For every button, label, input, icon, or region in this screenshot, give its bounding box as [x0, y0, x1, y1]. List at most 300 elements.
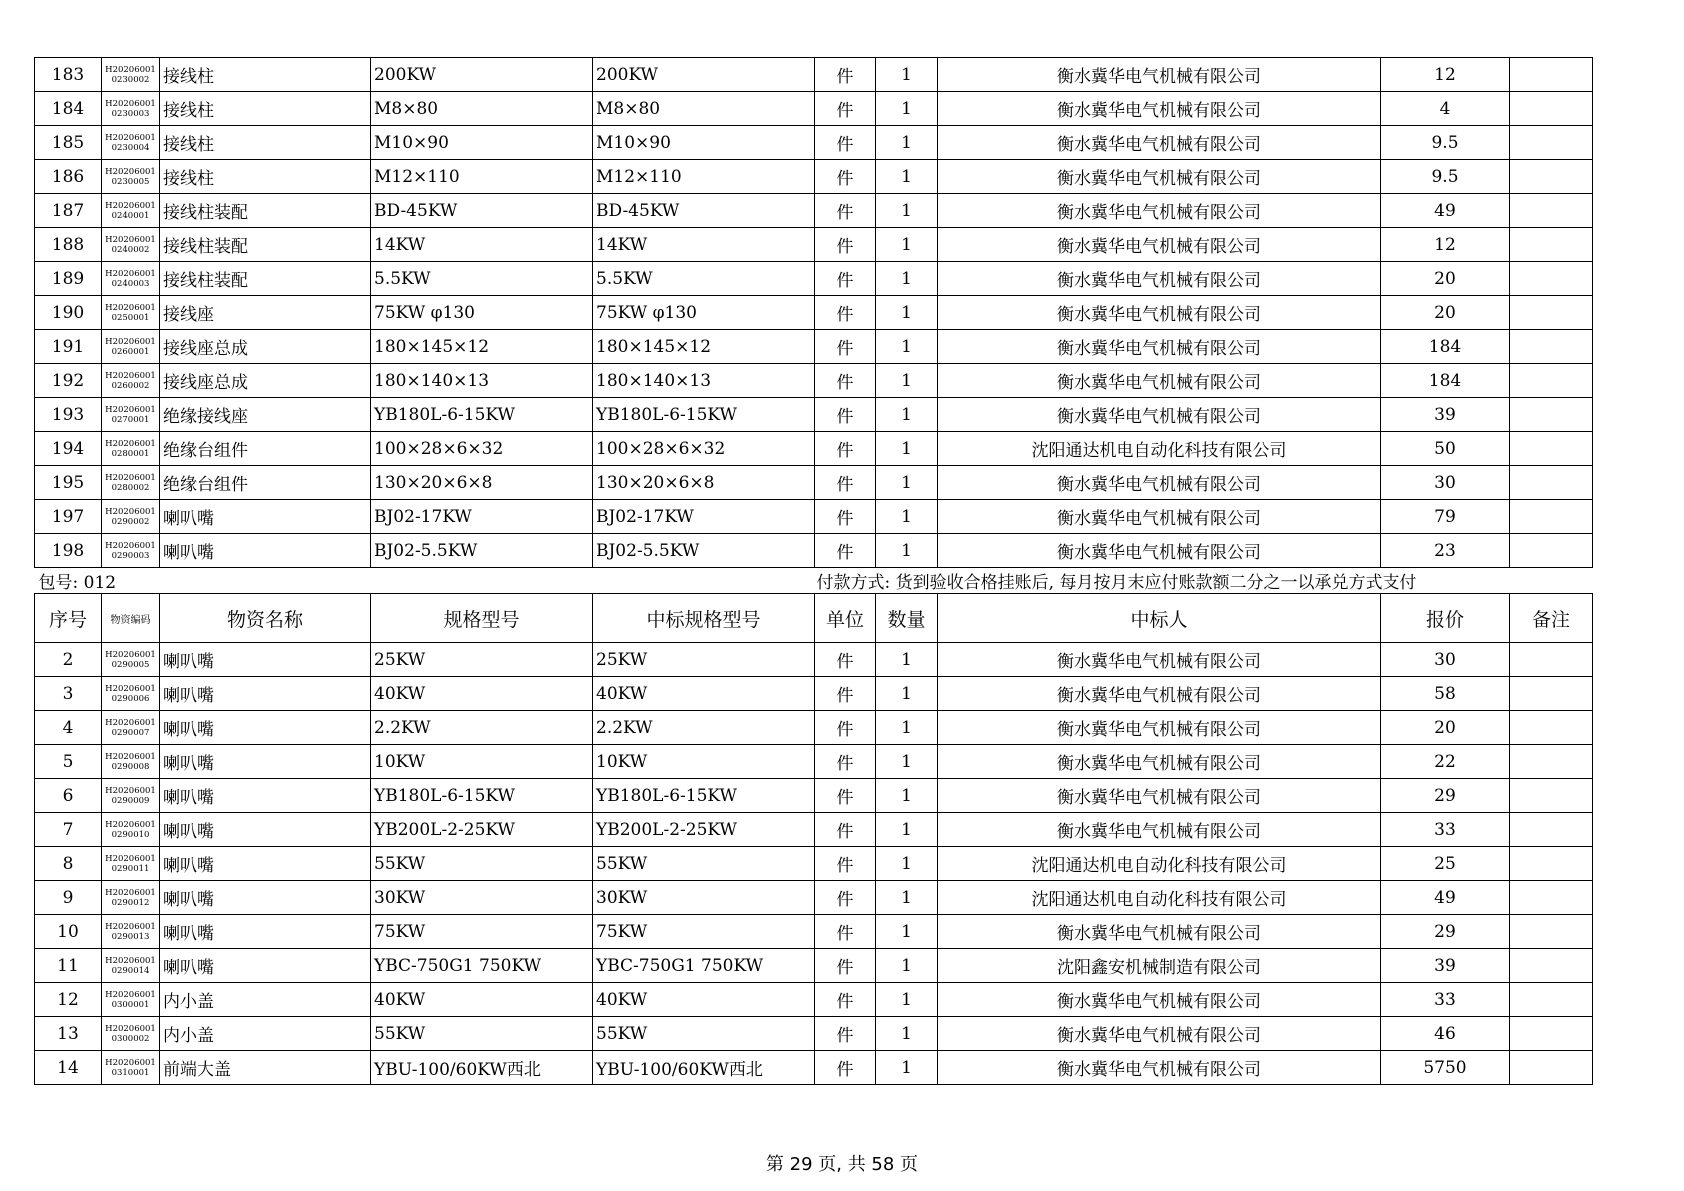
row-name: 喇叭嘴 — [160, 711, 371, 745]
row-code-part2: 0240001 — [111, 210, 150, 221]
row-bid-spec: 180×145×12 — [593, 330, 815, 364]
table-row — [35, 432, 1593, 466]
row-name: 接线柱装配 — [160, 262, 371, 296]
row-bid-spec: YBC-750G1 750KW — [593, 949, 815, 983]
row-bid-spec: BJ02-17KW — [593, 500, 815, 534]
row-spec: 40KW — [371, 677, 593, 711]
row-bid-spec: 180×140×13 — [593, 364, 815, 398]
row-qty: 1 — [876, 745, 938, 779]
row-note — [1510, 745, 1593, 779]
row-seq: 197 — [35, 500, 102, 534]
row-unit: 件 — [815, 262, 876, 296]
row-code — [102, 296, 160, 330]
row-seq: 184 — [35, 92, 102, 126]
row-note — [1510, 949, 1593, 983]
top-rows — [35, 58, 1593, 568]
row-winner: 沈阳通达机电自动化科技有限公司 — [938, 847, 1381, 881]
row-price: 29 — [1381, 915, 1510, 949]
table-row — [35, 500, 1593, 534]
row-seq: 2 — [35, 643, 102, 677]
row-code-part1: H20206001 — [105, 166, 156, 177]
row-code-part2: 0230005 — [111, 176, 150, 187]
row-code — [102, 126, 160, 160]
row-name: 前端大盖 — [160, 1051, 371, 1085]
row-winner: 衡水冀华电气机械有限公司 — [938, 92, 1381, 126]
row-code-part2: 0290006 — [111, 693, 150, 704]
row-bid-spec: 2.2KW — [593, 711, 815, 745]
row-bid-spec: 100×28×6×32 — [593, 432, 815, 466]
row-unit: 件 — [815, 711, 876, 745]
row-note — [1510, 983, 1593, 1017]
row-unit: 件 — [815, 983, 876, 1017]
row-winner: 衡水冀华电气机械有限公司 — [938, 296, 1381, 330]
row-spec: YB200L-2-25KW — [371, 813, 593, 847]
row-price: 9.5 — [1381, 160, 1510, 194]
row-winner: 衡水冀华电气机械有限公司 — [938, 398, 1381, 432]
row-name: 接线柱 — [160, 58, 371, 92]
row-winner: 衡水冀华电气机械有限公司 — [938, 813, 1381, 847]
row-seq: 186 — [35, 160, 102, 194]
header-price: 报价 — [1381, 594, 1510, 643]
row-spec: 14KW — [371, 228, 593, 262]
row-code-part2: 0290008 — [111, 761, 150, 772]
header-bid-spec: 中标规格型号 — [593, 594, 815, 643]
row-code — [102, 643, 160, 677]
row-winner: 衡水冀华电气机械有限公司 — [938, 126, 1381, 160]
row-note — [1510, 262, 1593, 296]
row-code — [102, 534, 160, 568]
row-code-part1: H20206001 — [105, 540, 156, 551]
table-row — [35, 228, 1593, 262]
row-seq: 5 — [35, 745, 102, 779]
row-code-part1: H20206001 — [105, 785, 156, 796]
row-qty: 1 — [876, 398, 938, 432]
table-row — [35, 949, 1593, 983]
row-name: 喇叭嘴 — [160, 643, 371, 677]
row-winner: 衡水冀华电气机械有限公司 — [938, 500, 1381, 534]
row-spec: 75KW φ130 — [371, 296, 593, 330]
row-note — [1510, 881, 1593, 915]
row-unit: 件 — [815, 847, 876, 881]
table-row — [35, 364, 1593, 398]
table-row — [35, 534, 1593, 568]
row-unit: 件 — [815, 813, 876, 847]
row-name: 接线座 — [160, 296, 371, 330]
row-note — [1510, 228, 1593, 262]
row-note — [1510, 398, 1593, 432]
row-price: 12 — [1381, 228, 1510, 262]
row-spec: 180×140×13 — [371, 364, 593, 398]
row-unit: 件 — [815, 398, 876, 432]
row-bid-spec: 75KW φ130 — [593, 296, 815, 330]
table-row — [35, 643, 1593, 677]
row-bid-spec: M10×90 — [593, 126, 815, 160]
row-qty: 1 — [876, 711, 938, 745]
row-winner: 沈阳鑫安机械制造有限公司 — [938, 949, 1381, 983]
row-qty: 1 — [876, 58, 938, 92]
row-code-part2: 0290009 — [111, 795, 150, 806]
row-spec: 40KW — [371, 983, 593, 1017]
row-code-part1: H20206001 — [105, 921, 156, 932]
row-seq: 7 — [35, 813, 102, 847]
row-winner: 衡水冀华电气机械有限公司 — [938, 364, 1381, 398]
row-winner: 沈阳通达机电自动化科技有限公司 — [938, 881, 1381, 915]
row-code-part1: H20206001 — [105, 1023, 156, 1034]
header-spec: 规格型号 — [371, 594, 593, 643]
row-seq: 12 — [35, 983, 102, 1017]
row-code-part2: 0240002 — [111, 244, 150, 255]
row-code — [102, 1017, 160, 1051]
row-code-part2: 0300002 — [111, 1033, 150, 1044]
row-qty: 1 — [876, 160, 938, 194]
row-price: 39 — [1381, 949, 1510, 983]
row-unit: 件 — [815, 779, 876, 813]
row-unit: 件 — [815, 330, 876, 364]
row-name: 内小盖 — [160, 983, 371, 1017]
row-winner: 衡水冀华电气机械有限公司 — [938, 228, 1381, 262]
row-code — [102, 398, 160, 432]
row-name: 接线座总成 — [160, 330, 371, 364]
row-name: 喇叭嘴 — [160, 500, 371, 534]
row-code-part1: H20206001 — [105, 302, 156, 313]
row-seq: 183 — [35, 58, 102, 92]
row-code-part2: 0300001 — [111, 999, 150, 1010]
row-spec: 130×20×6×8 — [371, 466, 593, 500]
row-unit: 件 — [815, 881, 876, 915]
row-name: 接线柱装配 — [160, 194, 371, 228]
row-winner: 衡水冀华电气机械有限公司 — [938, 983, 1381, 1017]
header-seq: 序号 — [35, 594, 102, 643]
row-bid-spec: 75KW — [593, 915, 815, 949]
row-bid-spec: 30KW — [593, 881, 815, 915]
row-code-part1: H20206001 — [105, 649, 156, 660]
row-bid-spec: 200KW — [593, 58, 815, 92]
row-spec: 180×145×12 — [371, 330, 593, 364]
table-row — [35, 813, 1593, 847]
row-price: 33 — [1381, 813, 1510, 847]
row-note — [1510, 677, 1593, 711]
row-price: 30 — [1381, 643, 1510, 677]
row-qty: 1 — [876, 949, 938, 983]
row-winner: 衡水冀华电气机械有限公司 — [938, 745, 1381, 779]
row-spec: YB180L-6-15KW — [371, 398, 593, 432]
row-spec: 30KW — [371, 881, 593, 915]
row-price: 33 — [1381, 983, 1510, 1017]
row-bid-spec: 5.5KW — [593, 262, 815, 296]
row-spec: BJ02-17KW — [371, 500, 593, 534]
table-row — [35, 296, 1593, 330]
header-note: 备注 — [1510, 594, 1593, 643]
row-code-part2: 0230003 — [111, 108, 150, 119]
row-code — [102, 330, 160, 364]
row-winner: 衡水冀华电气机械有限公司 — [938, 1017, 1381, 1051]
row-bid-spec: BD-45KW — [593, 194, 815, 228]
row-spec: 10KW — [371, 745, 593, 779]
row-name: 喇叭嘴 — [160, 847, 371, 881]
row-name: 喇叭嘴 — [160, 745, 371, 779]
row-code — [102, 813, 160, 847]
row-qty: 1 — [876, 915, 938, 949]
row-price: 49 — [1381, 881, 1510, 915]
row-code — [102, 779, 160, 813]
row-code-part1: H20206001 — [105, 234, 156, 245]
row-spec: YB180L-6-15KW — [371, 779, 593, 813]
row-qty: 1 — [876, 534, 938, 568]
row-code — [102, 262, 160, 296]
row-unit: 件 — [815, 534, 876, 568]
row-seq: 3 — [35, 677, 102, 711]
row-code-part1: H20206001 — [105, 717, 156, 728]
row-spec: 5.5KW — [371, 262, 593, 296]
row-name: 喇叭嘴 — [160, 813, 371, 847]
row-note — [1510, 330, 1593, 364]
row-note — [1510, 126, 1593, 160]
row-spec: 55KW — [371, 1017, 593, 1051]
row-unit: 件 — [815, 915, 876, 949]
row-qty: 1 — [876, 432, 938, 466]
row-price: 46 — [1381, 1017, 1510, 1051]
table-row — [35, 677, 1593, 711]
row-qty: 1 — [876, 126, 938, 160]
row-qty: 1 — [876, 983, 938, 1017]
row-code-part1: H20206001 — [105, 268, 156, 279]
row-winner: 衡水冀华电气机械有限公司 — [938, 534, 1381, 568]
row-qty: 1 — [876, 643, 938, 677]
row-bid-spec: 40KW — [593, 677, 815, 711]
bottom-rows — [35, 643, 1593, 1085]
row-code-part1: H20206001 — [105, 955, 156, 966]
row-code — [102, 677, 160, 711]
row-bid-spec: 130×20×6×8 — [593, 466, 815, 500]
row-price: 30 — [1381, 466, 1510, 500]
row-bid-spec: 10KW — [593, 745, 815, 779]
table-row — [35, 779, 1593, 813]
row-seq: 188 — [35, 228, 102, 262]
table-row — [35, 126, 1593, 160]
row-seq: 10 — [35, 915, 102, 949]
table-row — [35, 194, 1593, 228]
row-code-part1: H20206001 — [105, 751, 156, 762]
row-code — [102, 983, 160, 1017]
table-row — [35, 745, 1593, 779]
row-spec: 2.2KW — [371, 711, 593, 745]
row-price: 22 — [1381, 745, 1510, 779]
row-name: 喇叭嘴 — [160, 677, 371, 711]
row-winner: 衡水冀华电气机械有限公司 — [938, 194, 1381, 228]
row-note — [1510, 643, 1593, 677]
row-winner: 衡水冀华电气机械有限公司 — [938, 262, 1381, 296]
row-bid-spec: YBU-100/60KW西北 — [593, 1051, 815, 1085]
row-winner: 衡水冀华电气机械有限公司 — [938, 711, 1381, 745]
row-note — [1510, 847, 1593, 881]
bid-table — [34, 57, 1593, 1085]
row-bid-spec: 55KW — [593, 1017, 815, 1051]
row-code — [102, 92, 160, 126]
row-code-part2: 0250001 — [111, 312, 150, 323]
row-note — [1510, 58, 1593, 92]
row-code-part1: H20206001 — [105, 64, 156, 75]
row-code-part2: 0270001 — [111, 414, 150, 425]
row-unit: 件 — [815, 92, 876, 126]
row-note — [1510, 364, 1593, 398]
row-unit: 件 — [815, 160, 876, 194]
row-code-part1: H20206001 — [105, 132, 156, 143]
row-code-part1: H20206001 — [105, 404, 156, 415]
row-note — [1510, 432, 1593, 466]
row-name: 喇叭嘴 — [160, 949, 371, 983]
row-bid-spec: 14KW — [593, 228, 815, 262]
row-code — [102, 881, 160, 915]
row-note — [1510, 915, 1593, 949]
row-seq: 194 — [35, 432, 102, 466]
row-code-part2: 0290014 — [111, 965, 150, 976]
row-code — [102, 466, 160, 500]
header-name: 物资名称 — [160, 594, 371, 643]
row-qty: 1 — [876, 1017, 938, 1051]
row-code-part2: 0280002 — [111, 482, 150, 493]
row-spec: 55KW — [371, 847, 593, 881]
row-bid-spec: YB200L-2-25KW — [593, 813, 815, 847]
row-code-part1: H20206001 — [105, 472, 156, 483]
row-code-part2: 0290013 — [111, 931, 150, 942]
row-price: 23 — [1381, 534, 1510, 568]
row-name: 喇叭嘴 — [160, 915, 371, 949]
table-row — [35, 262, 1593, 296]
row-note — [1510, 296, 1593, 330]
row-name: 绝缘台组件 — [160, 432, 371, 466]
row-note — [1510, 1051, 1593, 1085]
row-code-part1: H20206001 — [105, 989, 156, 1000]
table-row — [35, 881, 1593, 915]
row-spec: BJ02-5.5KW — [371, 534, 593, 568]
row-unit: 件 — [815, 432, 876, 466]
row-code-part2: 0260001 — [111, 346, 150, 357]
row-code-part2: 0290003 — [111, 550, 150, 561]
row-code-part1: H20206001 — [105, 98, 156, 109]
row-price: 12 — [1381, 58, 1510, 92]
row-price: 20 — [1381, 711, 1510, 745]
row-code-part2: 0260002 — [111, 380, 150, 391]
row-unit: 件 — [815, 745, 876, 779]
row-unit: 件 — [815, 949, 876, 983]
row-seq: 13 — [35, 1017, 102, 1051]
row-spec: 75KW — [371, 915, 593, 949]
row-name: 喇叭嘴 — [160, 534, 371, 568]
row-unit: 件 — [815, 296, 876, 330]
table-row — [35, 92, 1593, 126]
table-row — [35, 983, 1593, 1017]
row-code-part1: H20206001 — [105, 336, 156, 347]
header-code: 物资编码 — [102, 594, 160, 643]
row-bid-spec: BJ02-5.5KW — [593, 534, 815, 568]
row-price: 79 — [1381, 500, 1510, 534]
row-code-part1: H20206001 — [105, 370, 156, 381]
row-code-part2: 0230004 — [111, 142, 150, 153]
row-spec: M12×110 — [371, 160, 593, 194]
row-winner: 衡水冀华电气机械有限公司 — [938, 677, 1381, 711]
row-unit: 件 — [815, 500, 876, 534]
row-qty: 1 — [876, 92, 938, 126]
row-unit: 件 — [815, 677, 876, 711]
table-row — [35, 915, 1593, 949]
row-price: 5750 — [1381, 1051, 1510, 1085]
row-code-part2: 0280001 — [111, 448, 150, 459]
row-qty: 1 — [876, 228, 938, 262]
row-seq: 11 — [35, 949, 102, 983]
row-name: 喇叭嘴 — [160, 881, 371, 915]
row-name: 喇叭嘴 — [160, 779, 371, 813]
row-code — [102, 228, 160, 262]
row-spec: 100×28×6×32 — [371, 432, 593, 466]
row-seq: 185 — [35, 126, 102, 160]
row-seq: 6 — [35, 779, 102, 813]
row-code-part1: H20206001 — [105, 506, 156, 517]
row-code — [102, 711, 160, 745]
row-seq: 193 — [35, 398, 102, 432]
row-bid-spec: YB180L-6-15KW — [593, 398, 815, 432]
row-code-part2: 0290007 — [111, 727, 150, 738]
row-code-part2: 0290012 — [111, 897, 150, 908]
row-name: 接线柱 — [160, 126, 371, 160]
header-qty: 数量 — [876, 594, 938, 643]
package-label: 包号: 012 — [35, 568, 160, 594]
row-seq: 191 — [35, 330, 102, 364]
row-code — [102, 847, 160, 881]
row-bid-spec: M8×80 — [593, 92, 815, 126]
header-unit: 单位 — [815, 594, 876, 643]
row-qty: 1 — [876, 677, 938, 711]
row-winner: 衡水冀华电气机械有限公司 — [938, 915, 1381, 949]
row-unit: 件 — [815, 466, 876, 500]
table-row — [35, 160, 1593, 194]
row-winner: 衡水冀华电气机械有限公司 — [938, 330, 1381, 364]
row-price: 20 — [1381, 296, 1510, 330]
row-price: 29 — [1381, 779, 1510, 813]
row-price: 184 — [1381, 330, 1510, 364]
row-qty: 1 — [876, 466, 938, 500]
row-code-part2: 0310001 — [111, 1067, 150, 1078]
page-footer: 第 29 页, 共 58 页 — [765, 1154, 919, 1175]
table-row — [35, 466, 1593, 500]
row-code — [102, 1051, 160, 1085]
row-code-part2: 0230002 — [111, 74, 150, 85]
row-note — [1510, 813, 1593, 847]
row-spec: 25KW — [371, 643, 593, 677]
row-seq: 192 — [35, 364, 102, 398]
row-code — [102, 949, 160, 983]
row-winner: 衡水冀华电气机械有限公司 — [938, 58, 1381, 92]
row-bid-spec: 40KW — [593, 983, 815, 1017]
row-spec: YBC-750G1 750KW — [371, 949, 593, 983]
row-code — [102, 432, 160, 466]
row-seq: 9 — [35, 881, 102, 915]
row-name: 绝缘台组件 — [160, 466, 371, 500]
row-code — [102, 160, 160, 194]
row-price: 39 — [1381, 398, 1510, 432]
table-row — [35, 1051, 1593, 1085]
row-name: 内小盖 — [160, 1017, 371, 1051]
row-unit: 件 — [815, 194, 876, 228]
table-row — [35, 398, 1593, 432]
row-qty: 1 — [876, 779, 938, 813]
row-code-part2: 0290005 — [111, 659, 150, 670]
row-qty: 1 — [876, 813, 938, 847]
table-row — [35, 847, 1593, 881]
row-seq: 187 — [35, 194, 102, 228]
row-qty: 1 — [876, 1051, 938, 1085]
row-seq: 195 — [35, 466, 102, 500]
row-code — [102, 500, 160, 534]
